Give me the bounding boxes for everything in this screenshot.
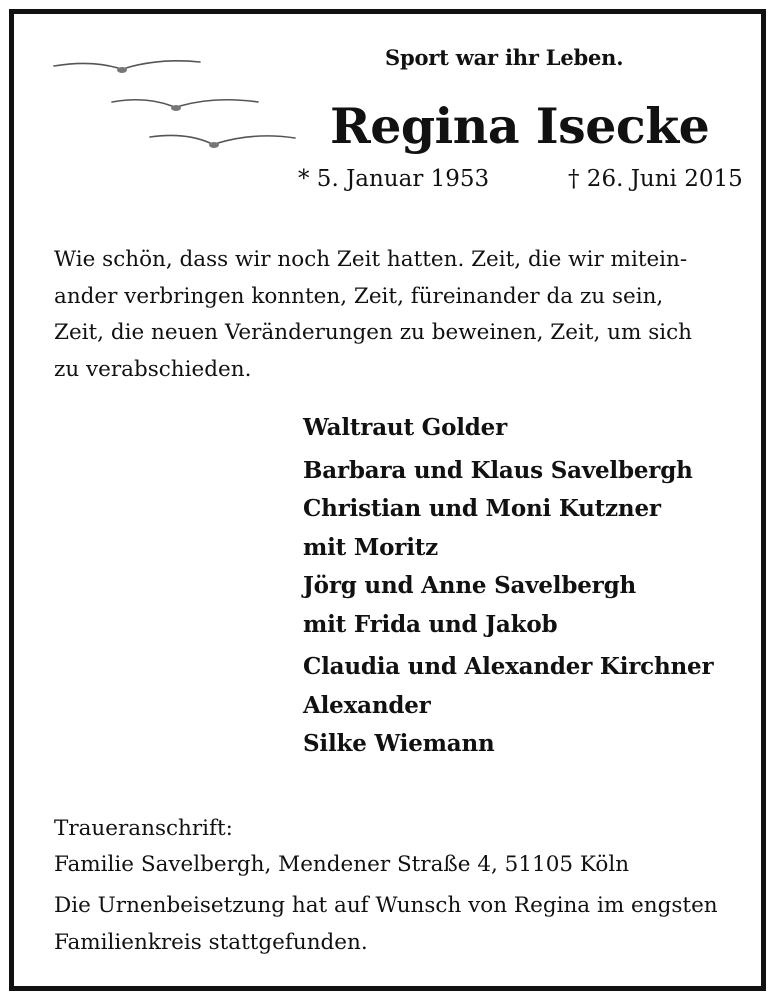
mourners-list — [303, 409, 713, 768]
mourner-name: Claudia und Alexander Kirchner — [303, 653, 714, 680]
mourner-name: Waltraut Golder — [303, 414, 508, 441]
motto: Sport war ihr Leben. — [385, 45, 624, 70]
poem-line: Wie schön, dass wir noch Zeit hatten. Zeit, die wir mitein- — [54, 247, 688, 272]
poem-line: zu verabschieden. — [54, 356, 252, 382]
mourner-name: Barbara und Klaus Savelbergh — [303, 456, 693, 484]
deceased-name: Regina Isecke — [330, 97, 710, 155]
mourner-name: mit Moritz — [303, 533, 439, 561]
mourner-name: Alexander — [303, 691, 431, 719]
address-line: Familie Savelbergh, Mendener Straße 4, 51105 Köln — [54, 851, 630, 877]
death-date: † 26. Juni 2015 — [568, 166, 743, 192]
burial-note — [54, 887, 724, 961]
birth-date: * 5. Januar 1953 — [298, 166, 490, 192]
address-label: Traueranschrift: — [54, 816, 233, 841]
mourner-name: Jörg und Anne Savelbergh — [303, 572, 636, 599]
mourner-group — [303, 452, 713, 645]
mourning-address — [54, 811, 629, 882]
burial-note-line: Die Urnenbeisetzung hat auf Wunsch von Regina im engsten — [54, 893, 718, 918]
mourner-name: mit Frida und Jakob — [303, 610, 558, 638]
poem-text — [54, 242, 722, 388]
seagulls-icon — [50, 52, 300, 152]
poem-line: ander verbringen konnten, Zeit, füreinander da zu sein, — [54, 283, 664, 309]
poem-line: Zeit, die neuen Veränderungen zu beweinen, Zeit, um sich — [54, 320, 693, 345]
mourner-name: Silke Wiemann — [303, 730, 495, 757]
mourner-name: Christian und Moni Kutzner — [303, 495, 661, 522]
mourner-group — [303, 648, 713, 764]
mourner-group — [303, 409, 713, 448]
burial-note-line: Familienkreis stattgefunden. — [54, 930, 368, 955]
